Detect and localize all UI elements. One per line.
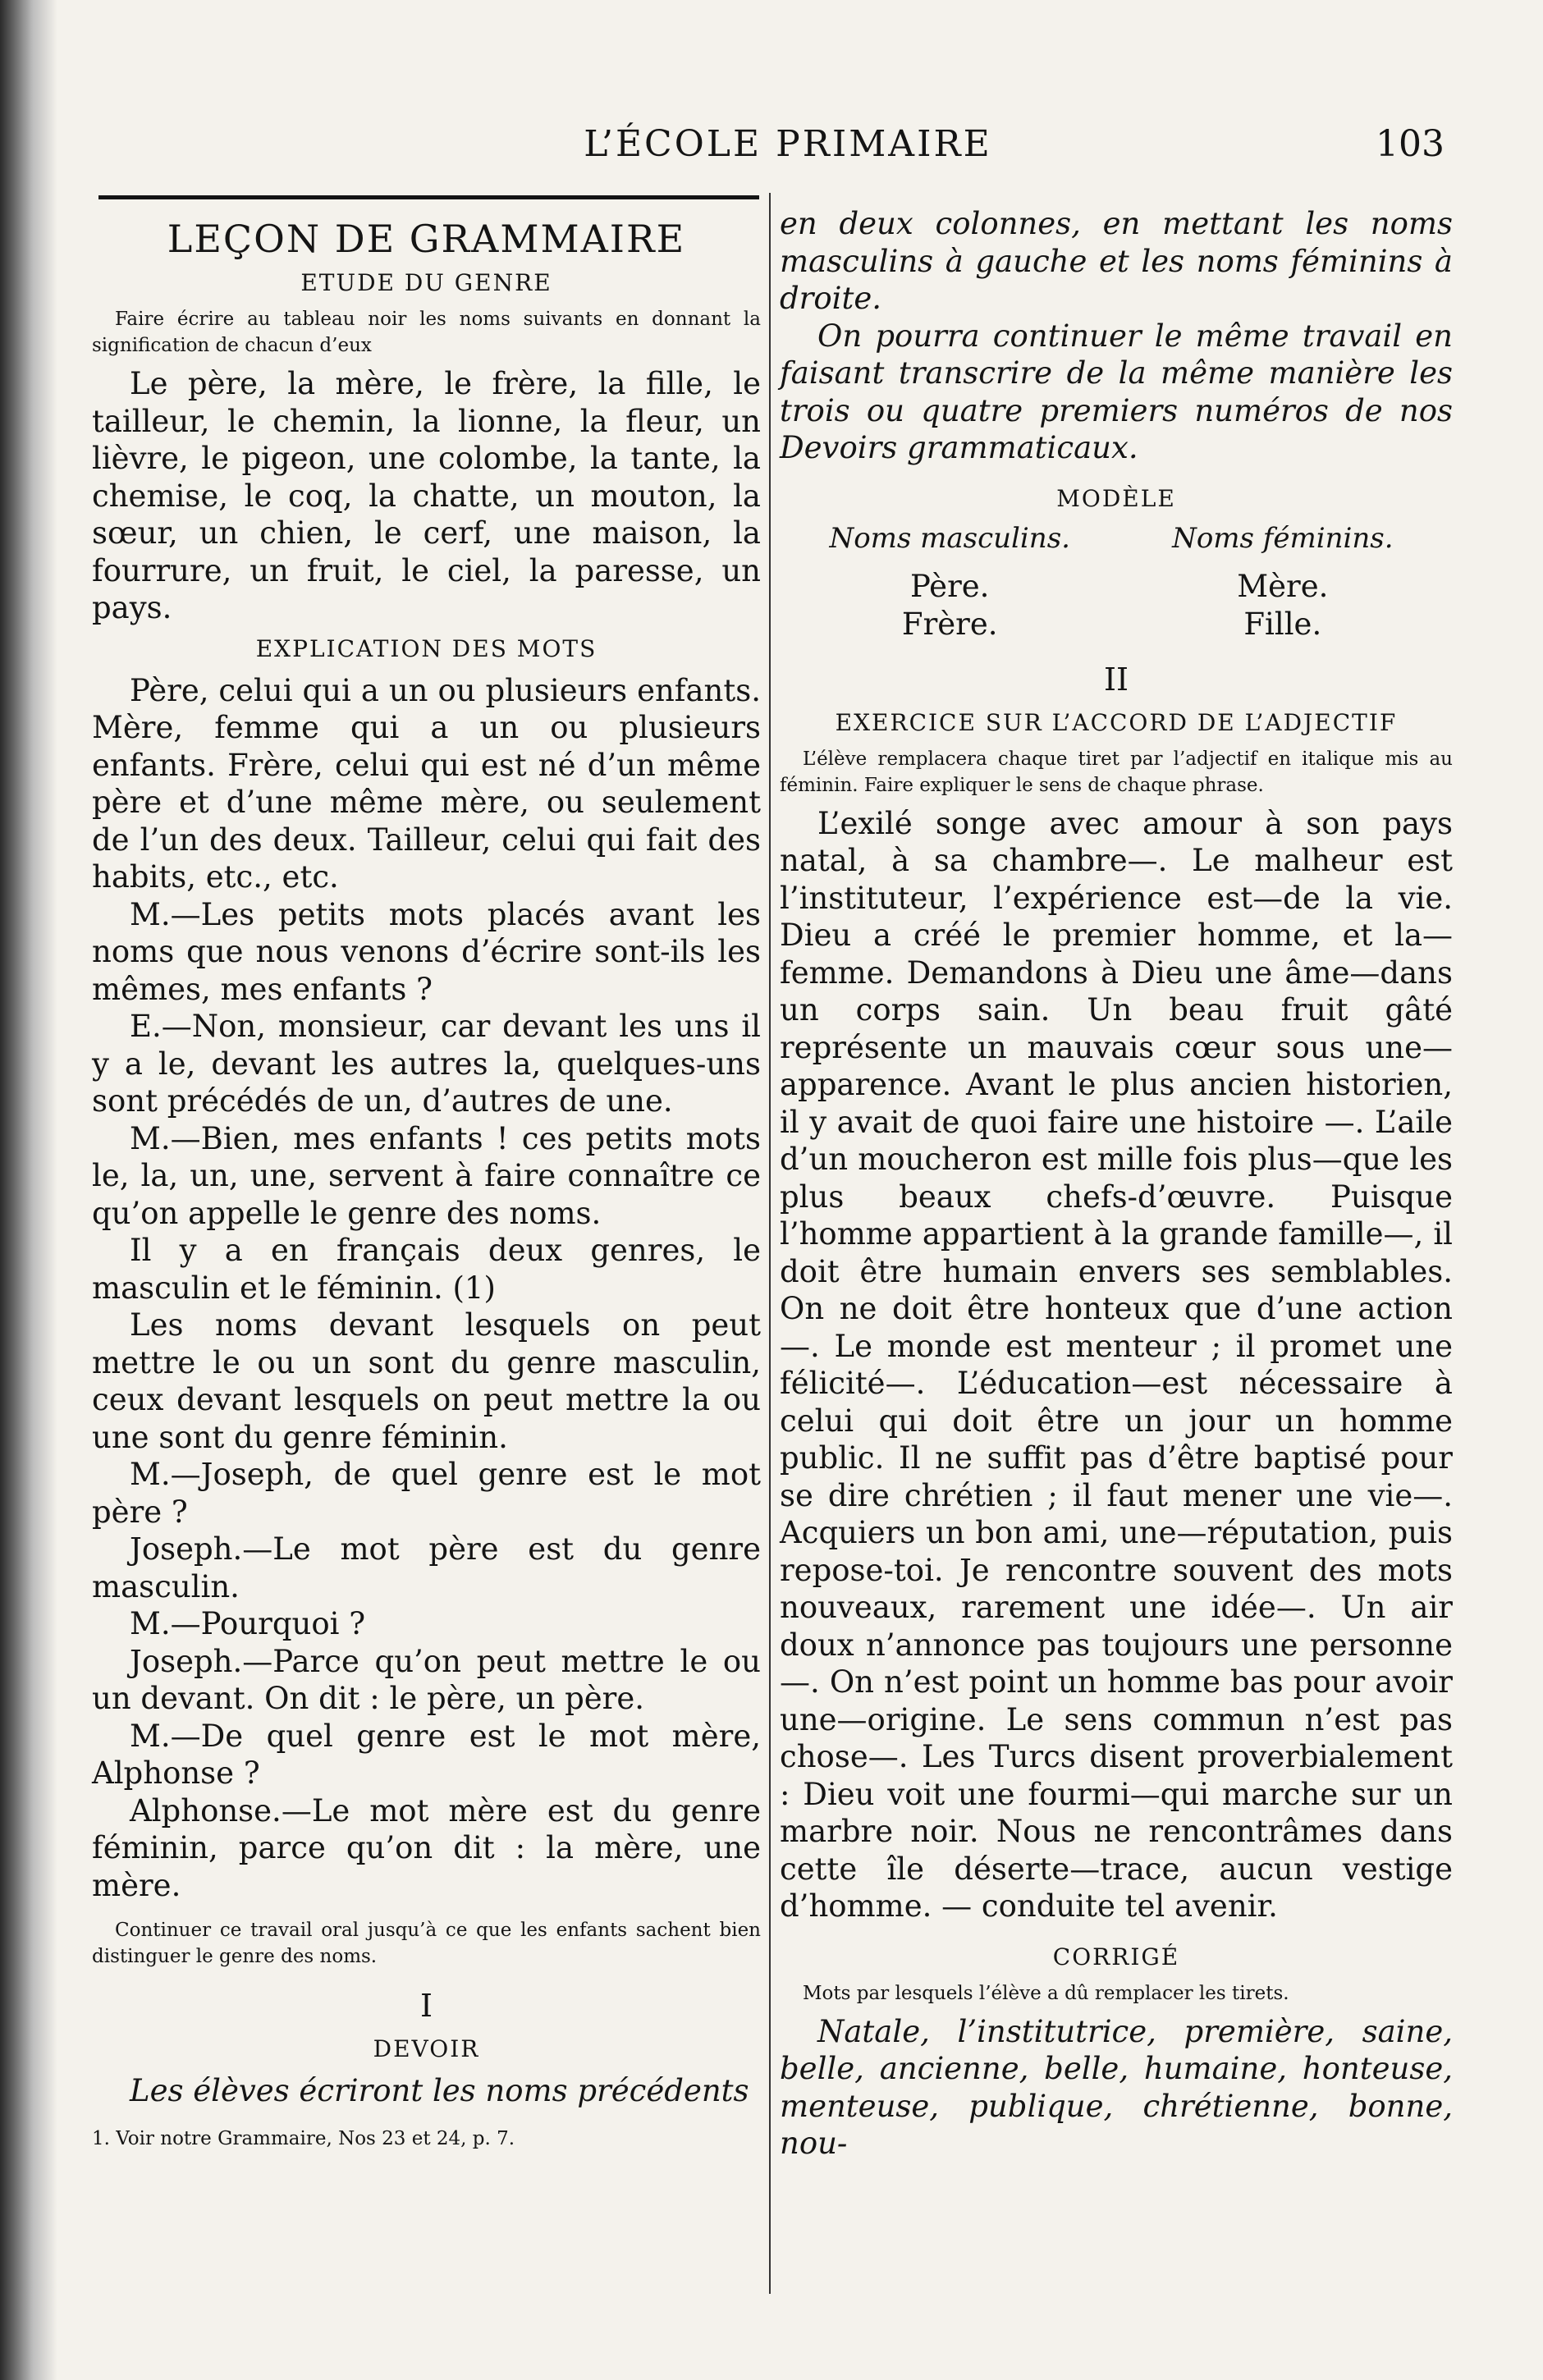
devoir-title: DEVOIR: [373, 2035, 480, 2062]
dialogue-line: Joseph.—Le mot père est du genre masculin.: [92, 1531, 761, 1604]
model-masculine-item: Père.: [909, 568, 990, 604]
model-feminine-head: Noms féminins.: [1172, 521, 1394, 555]
exercise-text: L’exilé songe avec amour à son pays natal, à sa chambre—. Le malheur est l’instituteur, l’expérience est—de la vie. Dieu a créé le premier homme, et la—femme. Demandons à Dieu une âme—dans un corps sain. Un beau fruit gâté représente un mauvais cœur sous une—apparence. Avant le plus ancien historien, il y avait de quoi faire une histoire —. L’aile d’un moucheron est mille fois plus—que les plus beaux chefs-d’œuvre. Puisque l’homme appartient à la grande famille—, il doit être humain envers ses semblables. On ne doit être honteux que d’une action—. Le monde est menteur ; il promet une félicité—. L’éducation—est nécessaire à celui qui doit être un jour un homme public. Il ne suffit pas d’être baptisé pour se dire chrétien ; il faut mener une vie—. Acquiers un bon ami, une—réputation, puis repose-toi. Je rencontre souvent des mots nouveaux, rarement une idée—. Un air doux n’annonce pas toujours une personne—. On n’est point un homme bas pour avoir une—origine. Le sens commun n’est pas chose—. Les Turcs disent proverbialement : Dieu voit une fourmi—qui marche sur un marbre noir. Nous ne rencontrâmes dans cette île déserte—trace, aucun vestige d’homme. — conduite tel avenir.: [780, 805, 1453, 1924]
dialogue-line: M.—De quel genre est le mot mère, Alphonse ?: [92, 1718, 761, 1791]
continue-note: Continuer ce travail oral jusqu’à ce que les enfants sachent bien distinguer le genre des noms.: [92, 1920, 761, 1967]
dialogue-line: M.—Bien, mes enfants ! ces petits mots le, la, un, une, servent à faire connaître ce qu’on appelle le genre des noms.: [92, 1120, 761, 1231]
exercise-title: EXERCICE SUR L’ACCORD DE L’ADJECTIF: [835, 708, 1398, 736]
running-title: L’ÉCOLE PRIMAIRE: [584, 123, 992, 165]
dialogue-line: Joseph.—Parce qu’on peut mettre le ou un devant. On dit : le père, un père.: [92, 1643, 761, 1716]
dialogue-line: M.—Pourquoi ?: [130, 1606, 366, 1641]
column-divider: [769, 193, 771, 2294]
model-feminine-item: Fille.: [1243, 606, 1322, 642]
scan-edge: [0, 0, 57, 2380]
corrige-title: CORRIGÉ: [1052, 1943, 1180, 1970]
lesson-title: LEÇON DE GRAMMAIRE: [167, 217, 686, 261]
header-rule: [98, 195, 759, 199]
exercise-instruction: L’élève remplacera chaque tiret par l’adjectif en italique mis au féminin. Faire expliquer le sens de chaque phrase.: [780, 748, 1453, 796]
lesson-instruction: Faire écrire au tableau noir les noms suivants en donnant la signification de chacun d’eux: [92, 309, 761, 356]
page-number: 103: [1376, 123, 1445, 165]
dialogue-line: Il y a en français deux genres, le masculin et le féminin. (1): [92, 1233, 761, 1306]
model-feminine-column: [1129, 522, 1436, 643]
devoir-text: Les élèves écriront les noms précédents: [130, 2073, 749, 2108]
corrige-text: Natale, l’institutrice, première, saine, belle, ancienne, belle, humaine, honteuse, menteuse, publique, chrétienne, bonne, nou-: [780, 2013, 1453, 2161]
dialogue-line: Les noms devant lesquels on peut mettre le ou un sont du genre masculin, ceux devant lesquels on peut mettre la ou une sont du genre féminin.: [92, 1307, 761, 1455]
devoir-continuation: en deux colonnes, en mettant les noms masculins à gauche et les noms féminins à droite.: [780, 206, 1453, 316]
model-title: MODÈLE: [1056, 484, 1176, 512]
corrige-instruction: Mots par lesquels l’élève a dû remplacer les tirets.: [803, 1982, 1289, 2004]
section-ii: II: [1103, 661, 1129, 698]
dialogue-line: E.—Non, monsieur, car devant les uns il y a le, devant les autres la, quelques-uns sont précédés de un, d’autres de une.: [92, 1009, 761, 1119]
dialogue-line: M.—Joseph, de quel genre est le mot père ?: [92, 1457, 761, 1530]
section-i: I: [419, 1988, 433, 2024]
model-masculine-head: Noms masculins.: [829, 521, 1070, 555]
dialogue-line: M.—Les petits mots placés avant les noms que nous venons d’écrire sont-ils les mêmes, mes enfants ?: [92, 896, 761, 1007]
right-column: [780, 205, 1453, 2163]
left-column: [92, 205, 761, 2149]
page-header: [131, 123, 1445, 181]
explication-text: Père, celui qui a un ou plusieurs enfants. Mère, femme qui a un ou plusieurs enfants. Frère, celui qui est né d’un même père et d’une même mère, ou seulement de l’un des deux. Tailleur, celui qui fait des habits, etc., etc.: [92, 672, 761, 895]
lesson-subtitle: ETUDE DU GENRE: [300, 269, 552, 296]
footnote: 1. Voir notre Grammaire, Nos 23 et 24, p. 7.: [92, 2127, 515, 2149]
dialogue-line: Alphonse.—Le mot mère est du genre féminin, parce qu’on dit : la mère, une mère.: [92, 1792, 761, 1903]
model-feminine-item: Mère.: [1237, 568, 1329, 604]
model-table: [796, 522, 1436, 643]
explication-title: EXPLICATION DES MOTS: [255, 634, 598, 662]
model-masculine-column: [796, 522, 1103, 643]
devoir-more: On pourra continuer le même travail en faisant transcrire de la même manière les trois ou quatre premiers numéros de nos Devoirs grammaticaux.: [780, 318, 1453, 465]
word-list: Le père, la mère, le frère, la fille, le tailleur, le chemin, la lionne, la fleur, un lièvre, le pigeon, une colombe, la tante, la chemise, le coq, la chatte, un mouton, la sœur, un chien, le cerf, une maison, la fourrure, un fruit, le ciel, la paresse, un pays.: [92, 366, 761, 625]
model-masculine-item: Frère.: [901, 606, 998, 642]
